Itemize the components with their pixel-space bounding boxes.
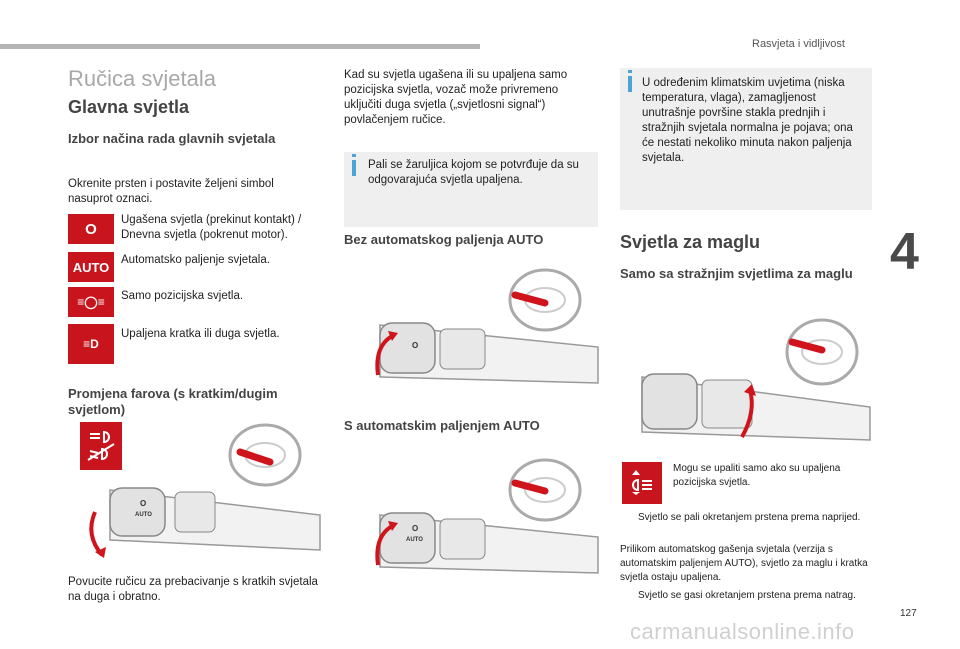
section-number: 4 [890,223,919,281]
mode-text: Automatsko paljenje svjetala. [121,254,270,266]
info-box [620,68,872,210]
caption-text: Povucite ručicu za prebacivanje s kratkih svjetala na duga i obratno. [68,576,318,603]
subheading: Bez automatskog paljenja AUTO [344,232,544,247]
info-box [344,152,598,227]
stalk-illustration-auto [360,455,600,590]
page-title: Ručica svjetala [68,66,216,91]
intro-text: Kad su svjetla ugašena ili su upaljena samo pozicijska svjetla, vozač može privremeno uključiti duga svjetla („svjetlosni signal“) povlačenjem ručice. [344,69,568,126]
auto-note-text: Prilikom automatskog gašenja svjetala (verzija s automatskim paljenjem AUTO), svjetlo za maglu i kratka svjetla ostaju upaljena. [620,544,868,583]
mode-text: Samo pozicijska svjetla. [121,290,244,302]
svg-text:O: O [412,524,419,533]
info-text: U određenim klimatskim uvjetima (niska temperatura, vlaga), zamagljenost unutrašnje površine stakla prednjih i stražnjih svjetala normalna je pojava; ona će nestati nekoliko minuta nakon paljenja svjetala. [642,77,853,164]
fog-lamp-illustration [632,312,872,452]
step-text: Svjetlo se gasi okretanjem prstena prema natrag. [638,590,856,601]
subheading: Promjena farova (s kratkim/dugim svjetlom) [68,386,278,417]
svg-text:AUTO: AUTO [135,512,152,518]
header-bar [0,44,480,49]
step-text: Svjetlo se pali okretanjem prstena prema naprijed. [638,512,861,523]
mode-text: Ugašena svjetla (prekinut kontakt) / Dnevna svjetla (pokrenut motor). [121,214,302,241]
fog-note-text: Mogu se upaliti samo ako su upaljena pozicijska svjetla. [673,463,841,488]
auto-lights-icon: AUTO [68,252,114,282]
subheading: S automatskim paljenjem AUTO [344,418,540,433]
subheading: Samo sa stražnjim svjetlima za maglu [620,266,853,281]
fog-light-icon [630,468,654,498]
watermark: carmanualsonline.info [630,619,855,644]
svg-text:O: O [412,341,419,350]
section-heading: Glavna svjetla [68,97,190,117]
svg-text:O: O [140,499,147,508]
info-icon [352,160,356,176]
page-number: 127 [900,608,917,619]
lights-off-icon: O [68,214,114,244]
stalk-illustration [80,420,325,560]
svg-text:AUTO: AUTO [406,537,423,543]
dipped-main-beam-icon: ≡D [68,324,114,364]
sidelights-icon: ≡◯≡ [68,287,114,317]
mode-text: Upaljena kratka ili duga svjetla. [121,328,280,340]
stalk-illustration-manual [360,265,600,400]
section-heading: Svjetla za maglu [620,232,761,252]
intro-text: Okrenite prsten i postavite željeni simbol nasuprot oznaci. [68,178,274,205]
subheading: Izbor načina rada glavnih svjetala [68,131,276,146]
rear-fog-lamp-icon [622,462,662,504]
chapter-title: Rasvjeta i vidljivost [752,38,845,50]
info-icon [628,76,632,92]
info-text: Pali se žaruljica kojom se potvrđuje da su odgovarajuća svjetla upaljena. [368,159,579,186]
